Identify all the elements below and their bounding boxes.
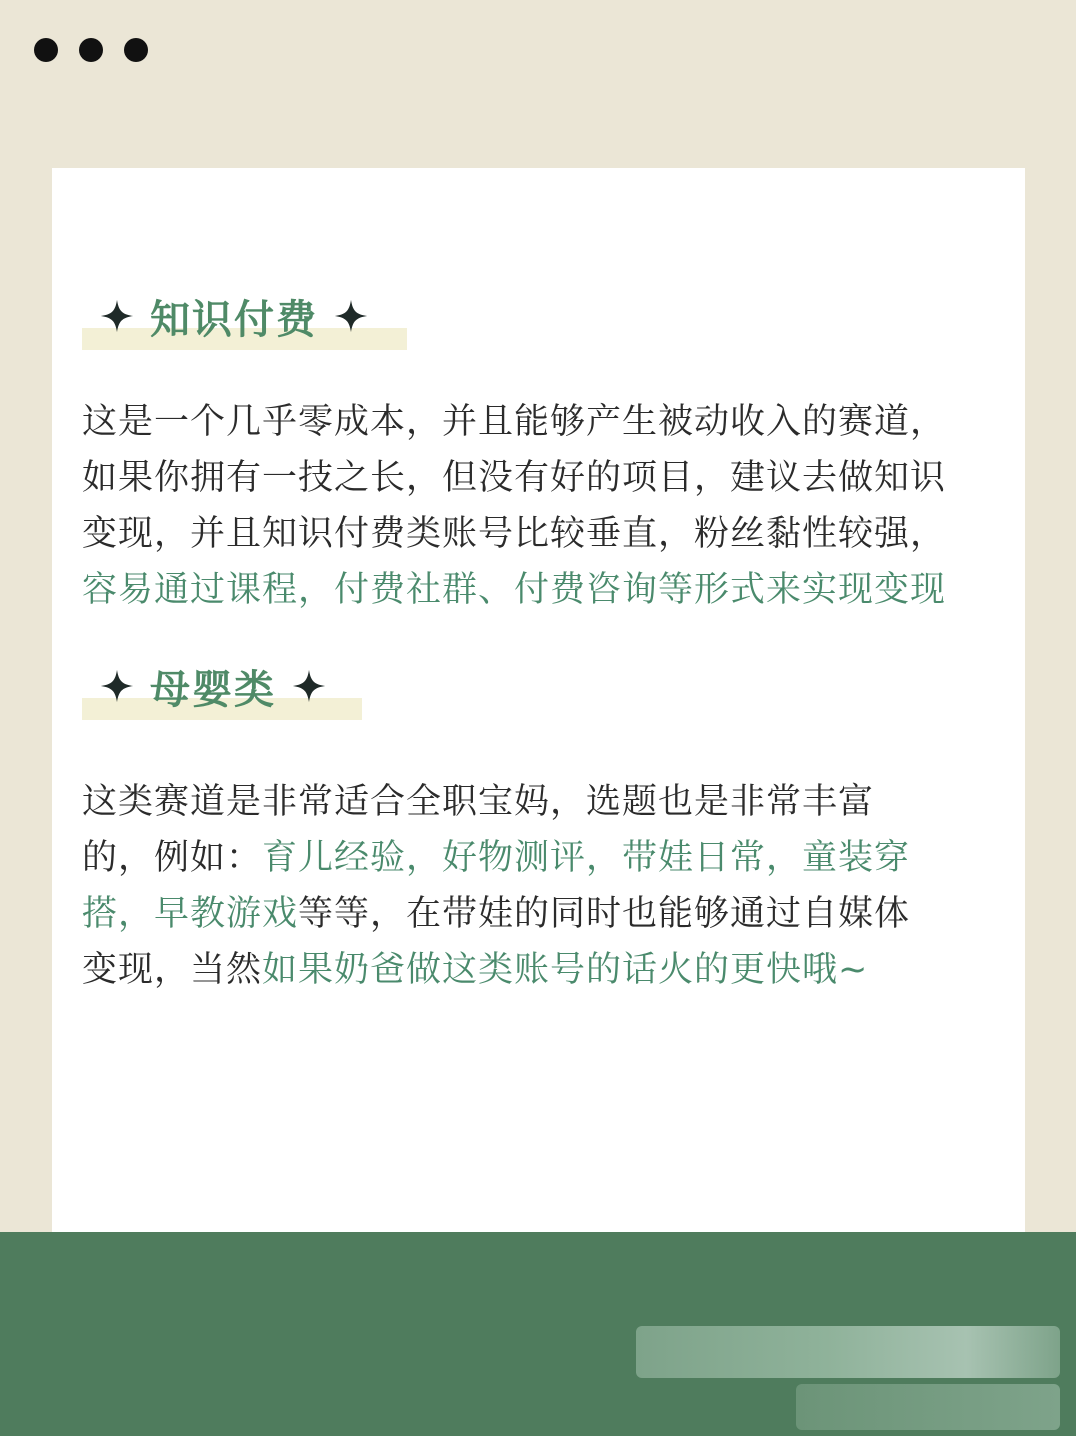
paragraph-line: 变现，并且知识付费类账号比较垂直，粉丝黏性较强， (82, 514, 947, 554)
content-card (52, 168, 1025, 1238)
four-point-star-icon (334, 299, 368, 333)
dot-icon (34, 38, 58, 62)
paragraph-highlight: 如果奶爸做这类账号的话火的更快哦~ (262, 950, 869, 990)
paragraph-line (82, 886, 910, 942)
paragraph-line: 这类赛道是非常适合全职宝妈，选题也是非常丰富 (82, 782, 875, 822)
window-dots (34, 38, 148, 62)
section-title-mother-baby (82, 660, 362, 720)
four-point-star-icon (100, 299, 134, 333)
section-paragraph-mother-baby (82, 774, 910, 998)
dot-icon (79, 38, 103, 62)
blurred-watermark (636, 1326, 1060, 1378)
section-title-text: 母婴类 (150, 666, 276, 713)
paragraph-text: 变现，当然 (82, 950, 263, 990)
section-title-text: 知识付费 (150, 296, 318, 343)
paragraph-highlight: 搭，早教游戏 (82, 894, 299, 934)
section-paragraph-knowledge (82, 394, 946, 618)
section-title-knowledge (82, 290, 407, 350)
paragraph-line-highlight: 容易通过课程，付费社群、付费咨询等形式来实现变现 (82, 570, 947, 610)
four-point-star-icon (100, 669, 134, 703)
paragraph-line (82, 942, 910, 998)
dot-icon (124, 38, 148, 62)
blurred-watermark (796, 1384, 1060, 1430)
paragraph-text: 等等，在带娃的同时也能够通过自媒体 (298, 894, 911, 934)
paragraph-line (82, 830, 910, 886)
paragraph-text: 的，例如： (82, 838, 263, 878)
four-point-star-icon (292, 669, 326, 703)
paragraph-line: 这是一个几乎零成本，并且能够产生被动收入的赛道， (82, 402, 947, 442)
paragraph-line: 如果你拥有一技之长，但没有好的项目，建议去做知识 (82, 458, 947, 498)
paragraph-highlight: 育儿经验，好物测评，带娃日常，童装穿 (262, 838, 911, 878)
